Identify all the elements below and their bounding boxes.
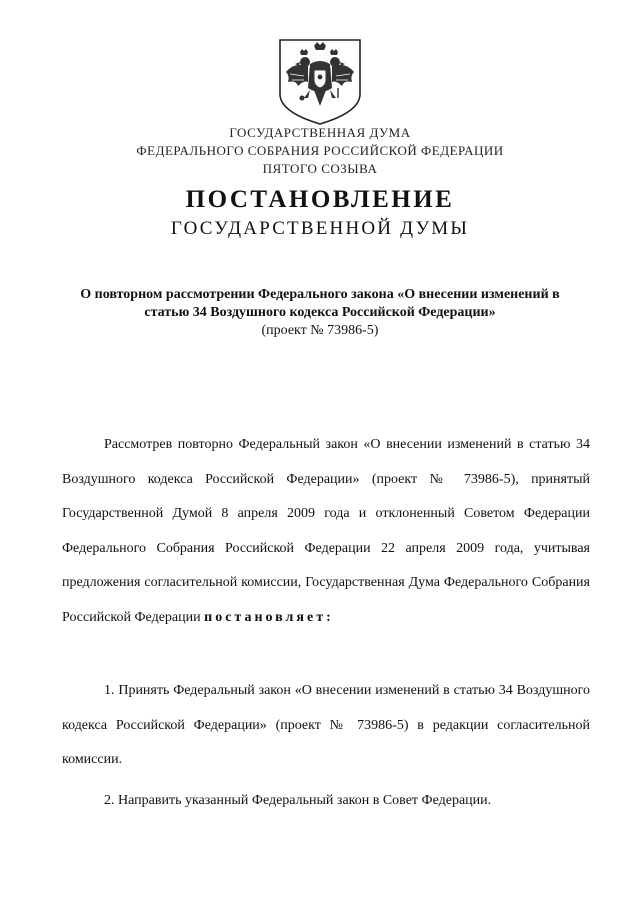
header-line-duma: ГОСУДАРСТВЕННАЯ ДУМА	[229, 125, 411, 140]
document-issuer-subtitle: ГОСУДАРСТВЕННОЙ ДУМЫ	[170, 218, 470, 239]
resolution-item-1: 1. Принять Федеральный закон «О внесении изменений в статью 34 Воздушного кодекса Российской Федерации» (проект № 73986-5) в редакции согласительной комиссии.	[62, 683, 590, 767]
resolution-item-2: 2. Направить указанный Федеральный закон в Совет Федерации.	[104, 793, 492, 808]
header-line-convocation: ПЯТОГО СОЗЫВА	[262, 161, 378, 176]
double-headed-eagle-icon	[274, 36, 366, 126]
coat-of-arms-emblem	[274, 36, 366, 126]
resolves-phrase: постановляет:	[204, 609, 334, 625]
preamble-text: Рассмотрев повторно Федеральный закон «О внесении изменений в статью 34 Воздушного кодекса Российской Федерации» (проект № 73986-5), принятый Государственной Думой 8 апреля 2009 года и отклоненный Советом Федерации Федерального Собрания Российской Федерации 22 апреля 2009 года, учитывая предложения согласительной комиссии, Государственная Дума Федерального Собрания Российской Федерации	[62, 437, 590, 625]
document-type-title: ПОСТАНОВЛЕНИЕ	[185, 186, 455, 213]
subject-line-1: О повторном рассмотрении Федерального закона «О внесении изменений в	[80, 287, 560, 302]
issuing-body-header	[0, 124, 640, 178]
project-number: (проект № 73986-5)	[261, 323, 379, 338]
preamble-paragraph	[62, 428, 590, 635]
header-line-assembly: ФЕДЕРАЛЬНОГО СОБРАНИЯ РОССИЙСКОЙ ФЕДЕРАЦИИ	[136, 143, 504, 158]
resolution-subject	[40, 286, 600, 340]
subject-line-2: статью 34 Воздушного кодекса Российской Федерации»	[144, 305, 496, 320]
